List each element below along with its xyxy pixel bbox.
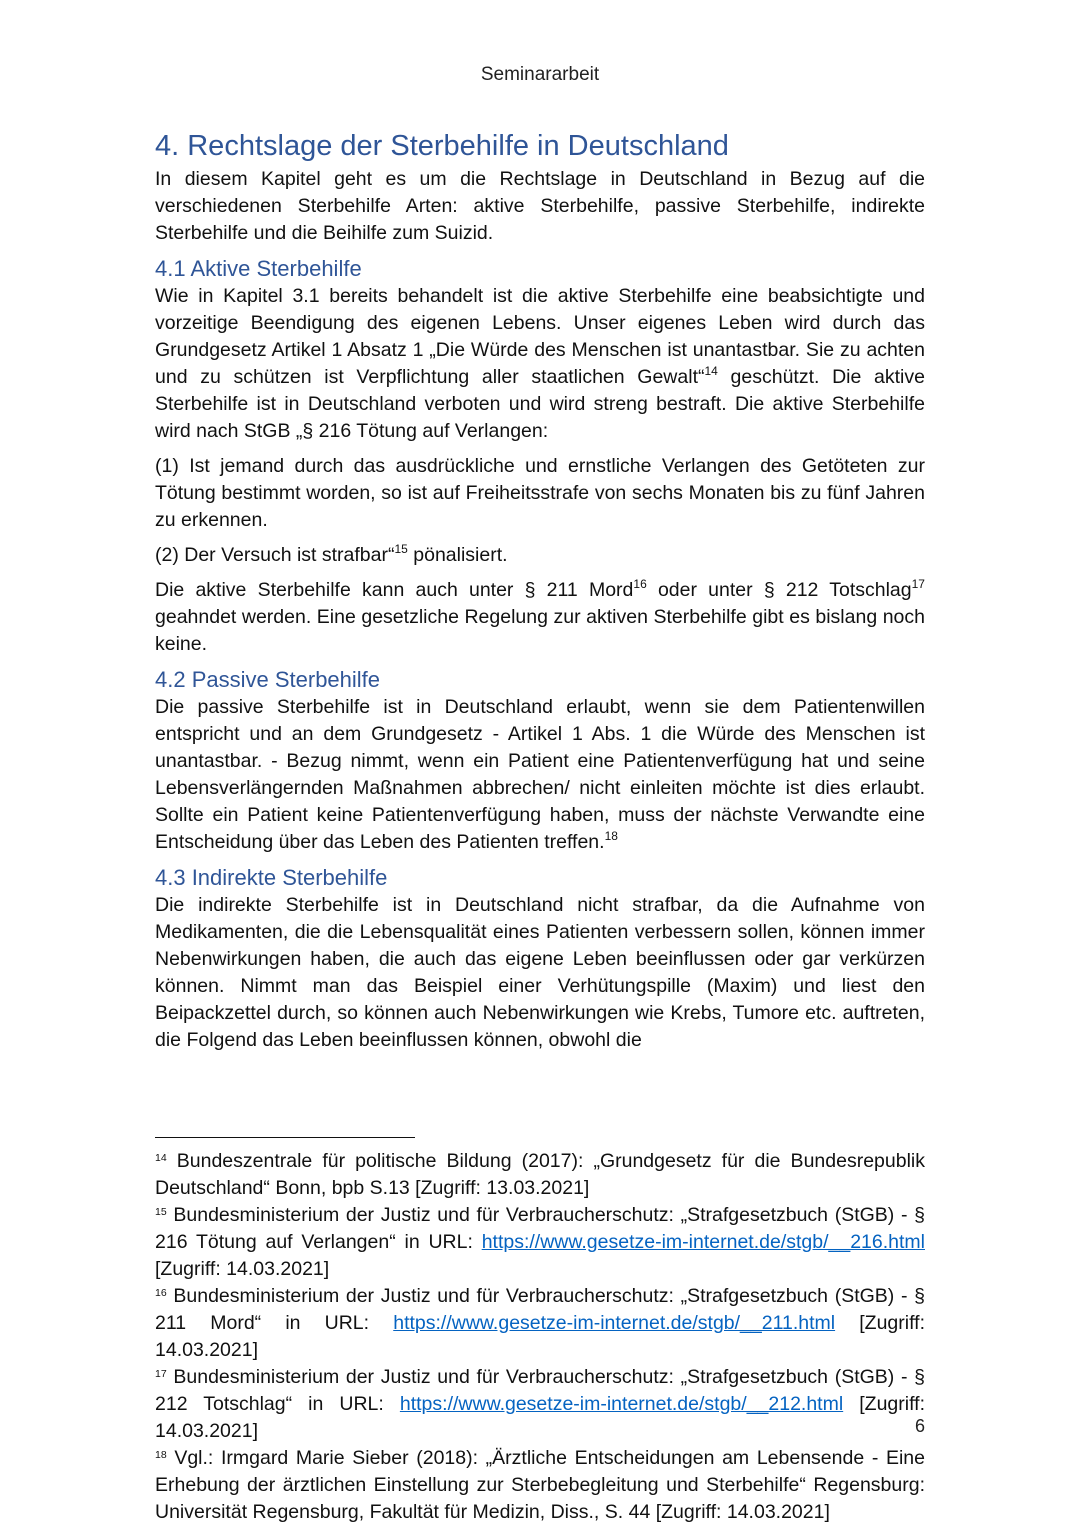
footnote-number: 18 (155, 1449, 167, 1462)
footnote-number: 16 (155, 1287, 167, 1300)
text-run: oder unter § 212 Totschlag (646, 579, 912, 601)
section-title-aktive-sterbehilfe: 4.1 Aktive Sterbehilfe (155, 256, 362, 281)
footnote-link-stgb-211[interactable]: https://www.gesetze-im-internet.de/stgb/__211.html (393, 1312, 836, 1334)
footnotes (155, 1148, 925, 1526)
footnote-link-stgb-216[interactable]: https://www.gesetze-im-internet.de/stgb/__216.html (481, 1231, 925, 1253)
section-title-passive-sterbehilfe: 4.2 Passive Sterbehilfe (155, 667, 381, 692)
footnote-18 (155, 1445, 925, 1526)
text-run: geahndet werden. Eine gesetzliche Regelung zur aktiven Sterbehilfe gibt es bislang noch keine. (155, 606, 925, 655)
footnote-ref-14: 14 (704, 364, 718, 379)
page-number: 6 (914, 1416, 925, 1436)
footnote-text: Bundesministerium der Justiz und für Verbraucherschutz: „Strafgesetzbuch (StGB) - § 211 Mord“ in URL: (155, 1285, 925, 1334)
paragraph-aktive-quote-2 (155, 542, 925, 569)
text-run: (2) Der Versuch ist strafbar“ (155, 544, 395, 566)
footnote-ref-16: 16 (633, 577, 647, 592)
footnote-ref-17: 17 (911, 577, 925, 592)
text-run: Die aktive Sterbehilfe kann auch unter § 211 Mord (155, 579, 634, 601)
footnote-link-stgb-212[interactable]: https://www.gesetze-im-internet.de/stgb/__212.html (399, 1393, 844, 1415)
footnote-text: [Zugriff: 14.03.2021] (155, 1258, 330, 1280)
section-title-indirekte-sterbehilfe: 4.3 Indirekte Sterbehilfe (155, 865, 388, 890)
footnote-number: 14 (155, 1152, 167, 1165)
footnote-text: [Zugriff: 14.03.2021] (155, 1393, 925, 1442)
footnote-number: 15 (155, 1206, 167, 1219)
paragraph-aktive-2 (155, 577, 925, 658)
footnote-17 (155, 1364, 925, 1445)
chapter-title: 4. Rechtslage der Sterbehilfe in Deutschland (155, 130, 729, 162)
footnote-ref-18: 18 (604, 829, 618, 844)
footnote-text: Bundeszentrale für politische Bildung (2017): „Grundgesetz für die Bundesrepublik Deutschland“ Bonn, bpb S.13 [Zugriff: 13.03.2021] (155, 1150, 925, 1199)
text-run: Die passive Sterbehilfe ist in Deutschland erlaubt, wenn sie dem Patientenwillen entspricht und an dem Grundgesetz - Artikel 1 Abs. 1 die Würde des Menschen ist unantastbar. - Bezug nimmt, wenn ein Patient eine Patientenverfügung hat und seine Lebensverlängernden Maßnahmen abbrechen/ nicht einleiten möchte ist dies erlaubt. Sollte ein Patient keine Patientenverfügung haben, muss der nächste Verwandte eine Entscheidung über das Leben des Patienten treffen. (155, 696, 925, 853)
footnote-16 (155, 1283, 925, 1364)
footnote-text: Bundesministerium der Justiz und für Verbraucherschutz: „Strafgesetzbuch (StGB) - § 216 Tötung auf Verlangen“ in URL: (155, 1204, 925, 1253)
main-content (155, 126, 925, 1062)
footnote-text: [Zugriff: 14.03.2021] (155, 1312, 925, 1361)
footnote-text: Vgl.: Irmgard Marie Sieber (2018): „Ärztliche Entscheidungen am Lebensende - Eine Erhebung der ärztlichen Einstellung zur Sterbebegleitung und Sterbehilfe“ Regensburg: Universität Regensburg, Fakultät für Medizin, Diss., S. 44 [Zugriff: 14.03.2021] (155, 1447, 925, 1523)
paragraph-aktive-1 (155, 283, 925, 445)
paragraph-passive-1 (155, 694, 925, 856)
paragraph-aktive-quote-1: (1) Ist jemand durch das ausdrückliche und ernstliche Verlangen des Getöteten zur Tötung bestimmt worden, so ist auf Freiheitsstrafe von sechs Monaten bis zu fünf Jahren zu erkennen. (155, 455, 925, 531)
text-run: Wie in Kapitel 3.1 bereits behandelt ist die aktive Sterbehilfe eine beabsichtigte und vorzeitige Beendigung des eigenen Lebens. Unser eigenes Leben wird durch das Grundgesetz Artikel 1 Absatz 1 „Die Würde des Menschen ist unantastbar. Sie zu achten und zu schützen ist Verpflichtung aller staatlichen Gewalt“ (155, 285, 925, 388)
footnote-text: Bundesministerium der Justiz und für Verbraucherschutz: „Strafgesetzbuch (StGB) - § 212 Totschlag“ in URL: (155, 1366, 925, 1415)
text-run: geschützt. Die aktive Sterbehilfe ist in Deutschland verboten und wird streng bestraft. Die aktive Sterbehilfe wird nach StGB „§ 216 Tötung auf Verlangen: (155, 366, 925, 442)
running-header: Seminararbeit (480, 64, 600, 85)
chapter-intro: In diesem Kapitel geht es um die Rechtslage in Deutschland in Bezug auf die verschiedenen Sterbehilfe Arten: aktive Sterbehilfe, passive Sterbehilfe, indirekte Sterbehilfe und die Beihilfe zum Suizid. (155, 168, 925, 244)
footnote-divider (155, 1137, 415, 1138)
footnote-number: 17 (155, 1368, 167, 1381)
paragraph-indirekte-1: Die indirekte Sterbehilfe ist in Deutschland nicht strafbar, da die Aufnahme von Medikamenten, die die Lebensqualität eines Patienten verbessern sollen, können immer Nebenwirkungen haben, die auch das eigene Leben beeinflussen oder gar verkürzen können. Nimmt man das Beispiel einer Verhütungspille (Maxim) und liest den Beipackzettel durch, so können auch Nebenwirkungen wie Krebs, Tumore etc. auftreten, die Folgend das Leben beeinflussen können, obwohl die (155, 894, 925, 1051)
footnote-14 (155, 1148, 925, 1202)
footnote-15 (155, 1202, 925, 1283)
text-run: pönalisiert. (407, 544, 508, 566)
footnote-ref-15: 15 (394, 542, 408, 557)
